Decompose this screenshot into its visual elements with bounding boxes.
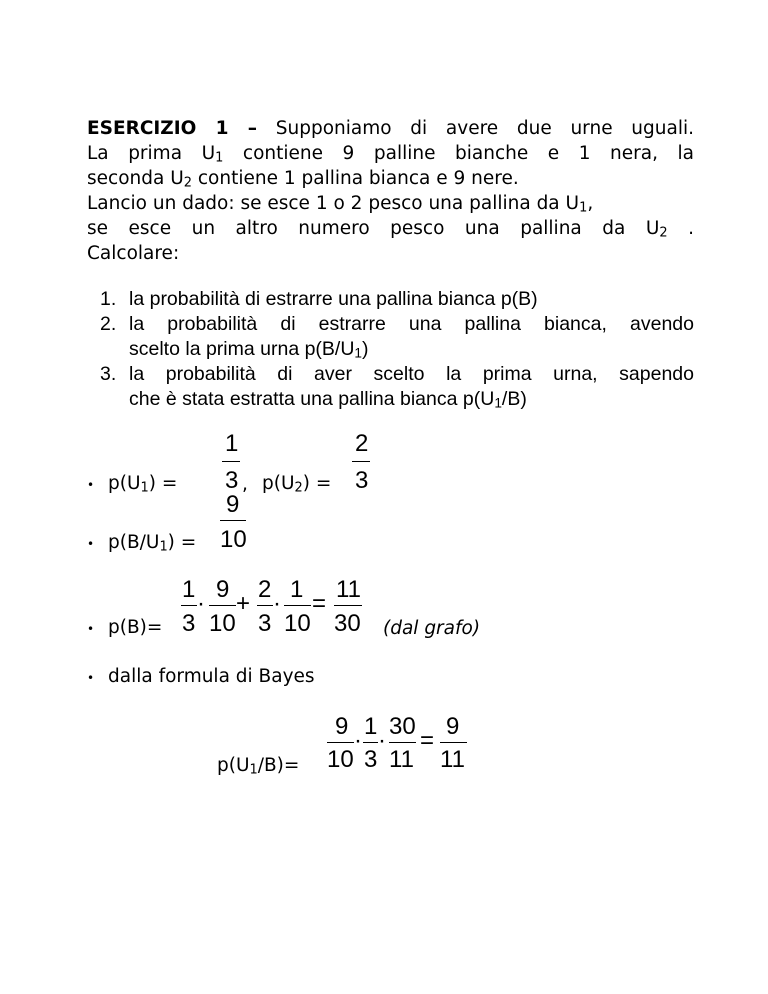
question-list [100, 287, 694, 412]
intro-line-2: La prima $U_1$ contiene 9 palline bianche e 1 nera, la [87, 143, 694, 166]
bayes-d2: 3 [364, 746, 378, 773]
pB-n1: 1 [182, 576, 196, 603]
pBU1-lhs: $p(B/U_1)$ = [108, 532, 197, 555]
pU2-lhs: $p(U_2)$ = [262, 473, 332, 496]
bayes-bar2 [363, 742, 378, 743]
question-1: 1. la probabilità di estrarre una pallina bianca p(B) [100, 288, 538, 310]
pB-equals: = [312, 590, 327, 617]
pBU1-denominator: 10 [220, 526, 247, 553]
pB-bar4 [284, 605, 311, 606]
bayes-n4: 9 [446, 713, 460, 740]
pU1-denominator: 3 [225, 467, 239, 494]
pU2-numerator: 2 [355, 430, 369, 457]
bayes-dot2: · [378, 727, 386, 754]
bayes-label: dalla formula di Bayes [108, 666, 315, 687]
question-2: 2. la probabilità di estrarre una pallina bianca, avendo scelto la prima urna $p(B/U_1)$ [100, 313, 694, 361]
bullet-3: • [87, 622, 95, 636]
pU2-denominator: 3 [355, 467, 369, 494]
pB-d1: 3 [182, 610, 196, 637]
bullet-4: • [87, 671, 95, 685]
intro-line-1: ESERCIZIO 1 – Supponiamo di avere due urne uguali. [87, 118, 694, 139]
pB-bar1 [181, 605, 197, 606]
pB-lhs: p(B)= [108, 617, 163, 638]
pB-bar3 [257, 605, 273, 606]
bayes-d4: 11 [440, 746, 465, 773]
pU2-fraction-bar [352, 461, 370, 462]
bayes-d3: 11 [389, 746, 414, 773]
bayes-bar3 [389, 742, 416, 743]
pB-plus: + [236, 590, 251, 617]
bayes-n2: 1 [364, 713, 378, 740]
bayes-n1: 9 [335, 713, 349, 740]
bayes-n3: 30 [389, 713, 416, 740]
bayes-dot1: · [354, 727, 362, 754]
pU-comma: , [242, 474, 248, 495]
intro-line-6: Calcolare: [87, 243, 180, 264]
bayes-d1: 10 [327, 746, 354, 773]
pU1-fraction-bar [222, 461, 240, 462]
pB-bar2 [209, 605, 236, 606]
pB-d3: 3 [258, 610, 272, 637]
exercise-intro [87, 116, 694, 266]
pB-dot2: · [273, 590, 281, 617]
exercise-heading: ESERCIZIO 1 – [87, 118, 258, 139]
bullet-1: • [87, 478, 95, 492]
pU1-numerator: 1 [225, 430, 239, 457]
bullet-2: • [87, 537, 95, 551]
pB-d4: 10 [284, 610, 311, 637]
intro-line-5: se esce un altro numero pesco una pallina da $U_2$ . [87, 218, 695, 241]
pB-n2: 9 [216, 576, 230, 603]
pB-bar5 [334, 605, 362, 606]
pBU1-numerator: 9 [226, 491, 240, 518]
pB-n4: 1 [290, 576, 304, 603]
pB-d5: 30 [334, 610, 361, 637]
pB-n5: 11 [336, 576, 361, 603]
pBU1-fraction-bar [220, 520, 246, 521]
bayes-equals: = [420, 727, 435, 754]
pB-n3: 2 [258, 576, 272, 603]
pB-note: (dal grafo) [383, 618, 481, 639]
pB-d2: 10 [209, 610, 236, 637]
bayes-bar1 [327, 742, 354, 743]
pU1-lhs: $p(U_1)$ = [108, 473, 178, 496]
question-3: 3. la probabilità di aver scelto la prima urna, sapendo che è stata estratta una pallina bianca $p(U_1/B)$ [100, 363, 694, 411]
intro-line-4: Lancio un dado: se esce 1 o 2 pesco una pallina da $U_1$, [87, 193, 594, 216]
pB-dot1: · [197, 590, 205, 617]
intro-line-3: seconda $U_2$ contiene 1 pallina bianca e 9 nere. [87, 168, 519, 191]
bayes-lhs: $p(U_1/B)=$ [217, 755, 300, 778]
bayes-bar4 [440, 742, 467, 743]
